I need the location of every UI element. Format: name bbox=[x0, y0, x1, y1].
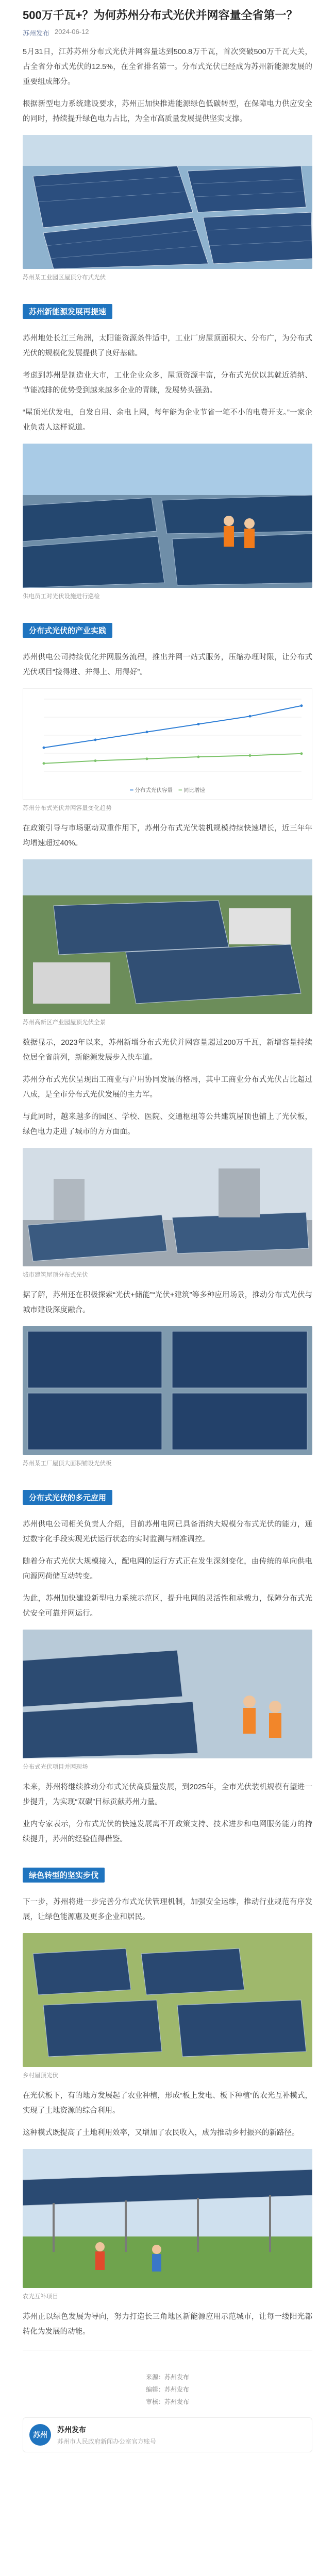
capacity-chart bbox=[23, 688, 312, 800]
chart-point bbox=[249, 754, 252, 757]
section-heading: 绿色转型的坚实步伐 bbox=[23, 1868, 105, 1883]
paragraph: 业内专家表示，分布式光伏的快速发展离不开政策支持、技术进步和电网服务能力的持续提升，苏州的经验值得借鉴。 bbox=[23, 1820, 312, 1843]
chart-point bbox=[146, 757, 148, 760]
account-desc: 苏州市人民政府新闻办公室官方账号 bbox=[57, 2437, 157, 2445]
paragraph: 为此，苏州加快建设新型电力系统示范区，提升电网的灵活性和承载力，保障分布式光伏安全可靠并网运行。 bbox=[23, 1595, 312, 1618]
paragraph: 苏州分布式光伏呈现出工商业与户用协同发展的格局，其中工商业分布式光伏占比超过八成，是全市分布式光伏发展的主力军。 bbox=[23, 1076, 312, 1099]
paragraph: 苏州供电公司持续优化并网服务流程，推出并网一站式服务，压缩办理时限，让分布式光伏项目“接得进、并得上、用得好”。 bbox=[23, 653, 312, 676]
paragraph: 据了解，苏州还在积极探索“光伏+储能”“光伏+建筑”等多种应用场景，推动分布式光伏与城市建设深度融合。 bbox=[23, 1291, 312, 1314]
paragraph: 苏州供电公司相关负责人介绍，目前苏州电网已具备消纳大规模分布式光伏的能力，通过数字化手段实现光伏运行状态的实时监测与精准调控。 bbox=[23, 1520, 312, 1544]
signature-source: 来源：苏州发布 bbox=[145, 2374, 189, 2381]
city-rooftop-image[interactable] bbox=[23, 1148, 312, 1266]
image-caption: 苏州某工业园区屋顶分布式光伏 bbox=[23, 275, 106, 281]
article-title: 500万千瓦+？为何苏州分布式光伏并网容量全省第一？ bbox=[23, 9, 298, 22]
chart-legend: ━ 分布式光伏容量 ━ 同比增速 bbox=[130, 787, 205, 793]
image-caption: 分布式光伏项目并网现场 bbox=[23, 1764, 88, 1770]
inspection-image[interactable] bbox=[23, 444, 312, 588]
signature-reviewer: 审核：苏州发布 bbox=[145, 2398, 189, 2405]
image-caption: 城市建筑屋顶分布式光伏 bbox=[23, 1272, 88, 1278]
chart-point bbox=[197, 756, 200, 758]
chart-series-line bbox=[44, 754, 301, 764]
paragraph: 未来，苏州将继续推动分布式光伏高质量发展，到2025年，全市光伏装机规模有望进一步提升，为实现“双碳”目标贡献苏州力量。 bbox=[23, 1783, 312, 1806]
paragraph: 在光伏板下，有的地方发展起了农业种植，形成“板上发电、板下种植”的农光互补模式，实现了土地资源的综合利用。 bbox=[23, 2092, 312, 2115]
chart-point bbox=[300, 752, 303, 755]
image-caption: 苏州分布式光伏并网容量变化趋势 bbox=[23, 805, 112, 811]
chart-point bbox=[197, 723, 200, 725]
signature-block bbox=[23, 2371, 312, 2408]
chart-point bbox=[43, 762, 45, 765]
chart-point bbox=[94, 759, 97, 762]
grid-connection-image[interactable] bbox=[23, 1630, 312, 1758]
image-caption: 农光互补项目 bbox=[23, 2294, 58, 2300]
chart-svg bbox=[28, 694, 307, 782]
village-rooftop-image[interactable] bbox=[23, 1933, 312, 2067]
section-heading: 分布式光伏的多元应用 bbox=[23, 1490, 112, 1505]
publish-date: 2024-06-12 bbox=[55, 28, 89, 36]
paragraph: 下一步，苏州将进一步完善分布式光伏管理机制，加强安全运维，推动行业规范有序发展，让绿色能源惠及更多企业和居民。 bbox=[23, 1898, 312, 1921]
image-caption: 供电员工对光伏设施进行巡检 bbox=[23, 594, 100, 600]
industrial-park-image[interactable] bbox=[23, 859, 312, 1014]
rooftop-solar-image[interactable] bbox=[23, 135, 312, 269]
image-caption: 苏州某工厂屋顶大面积铺设光伏板 bbox=[23, 1461, 112, 1467]
chart-point bbox=[249, 715, 252, 718]
paragraph: 与此同时，越来越多的园区、学校、医院、交通枢纽等公共建筑屋顶也铺上了光伏板，绿色电力走进了城市的方方面面。 bbox=[23, 1113, 312, 1136]
image-caption: 乡村屋顶光伏 bbox=[23, 2073, 58, 2079]
chart-point bbox=[300, 704, 303, 707]
signature-editor: 编辑：苏州发布 bbox=[145, 2386, 189, 2393]
paragraph: 苏州正以绿色发展为导向，努力打造长三角地区新能源应用示范城市，让每一缕阳光都转化为发展的动能。 bbox=[23, 2313, 312, 2336]
paragraph: 数据显示，2023年以来，苏州新增分布式光伏并网容量超过200万千瓦，新增容量持续位居全省前列，新能源发展步入快车道。 bbox=[23, 1039, 312, 1062]
paragraph: “屋顶光伏发电，自发自用、余电上网，每年能为企业节省一笔不小的电费开支。”一家企业负责人这样说道。 bbox=[23, 409, 312, 432]
paragraph: 随着分布式光伏大规模接入，配电网的运行方式正在发生深刻变化，由传统的单向供电向源网荷储互动转变。 bbox=[23, 1557, 312, 1581]
agrivoltaic-image[interactable] bbox=[23, 2149, 312, 2288]
paragraph: 考虑到苏州是制造业大市，工业企业众多，屋顶资源丰富，分布式光伏以其就近消纳、节能减排的优势受到越来越多企业的青睐，发展势头强劲。 bbox=[23, 371, 312, 395]
factory-rooftop-image[interactable] bbox=[23, 1326, 312, 1455]
paragraph: 根据新型电力系统建设要求，苏州正加快推进能源绿色低碳转型，在保障电力供应安全的同时，持续提升绿色电力占比，为全市高质量发展提供坚实支撑。 bbox=[23, 100, 312, 123]
account-name: 苏州发布 bbox=[57, 2425, 86, 2434]
chart-point bbox=[146, 731, 148, 733]
paragraph: 这种模式既提高了土地利用效率，又增加了农民收入，成为推动乡村振兴的新路径。 bbox=[23, 2129, 299, 2137]
chart-point bbox=[94, 739, 97, 741]
paragraph: 在政策引导与市场驱动双重作用下，苏州分布式光伏装机规模持续快速增长，近三年年均增速超过40%。 bbox=[23, 824, 312, 848]
article-meta bbox=[23, 28, 312, 38]
legend-series-1: 分布式光伏容量 bbox=[135, 787, 173, 793]
source-link[interactable]: 苏州发布 bbox=[23, 29, 50, 37]
paragraph: 苏州地处长江三角洲，太阳能资源条件适中，工业厂房屋顶面积大、分布广，为分布式光伏的规模化发展提供了良好基础。 bbox=[23, 334, 312, 358]
account-logo: 苏州 bbox=[29, 2424, 51, 2446]
image-caption: 苏州高新区产业园屋顶光伏全景 bbox=[23, 1020, 106, 1026]
paragraph: 5月31日，江苏苏州分布式光伏并网容量达到500.8万千瓦，首次突破500万千瓦大关，占全省分布式光伏的12.5%，在全省排名第一。分布式光伏已经成为苏州新能源发展的重要组成部分。 bbox=[23, 48, 312, 86]
chart-point bbox=[43, 747, 45, 749]
section-heading: 分布式光伏的产业实践 bbox=[23, 623, 112, 638]
legend-series-2: 同比增速 bbox=[183, 787, 205, 793]
section-heading: 苏州新能源发展再提速 bbox=[23, 304, 112, 319]
chart-series-line bbox=[44, 706, 301, 748]
account-card[interactable] bbox=[23, 2417, 312, 2452]
